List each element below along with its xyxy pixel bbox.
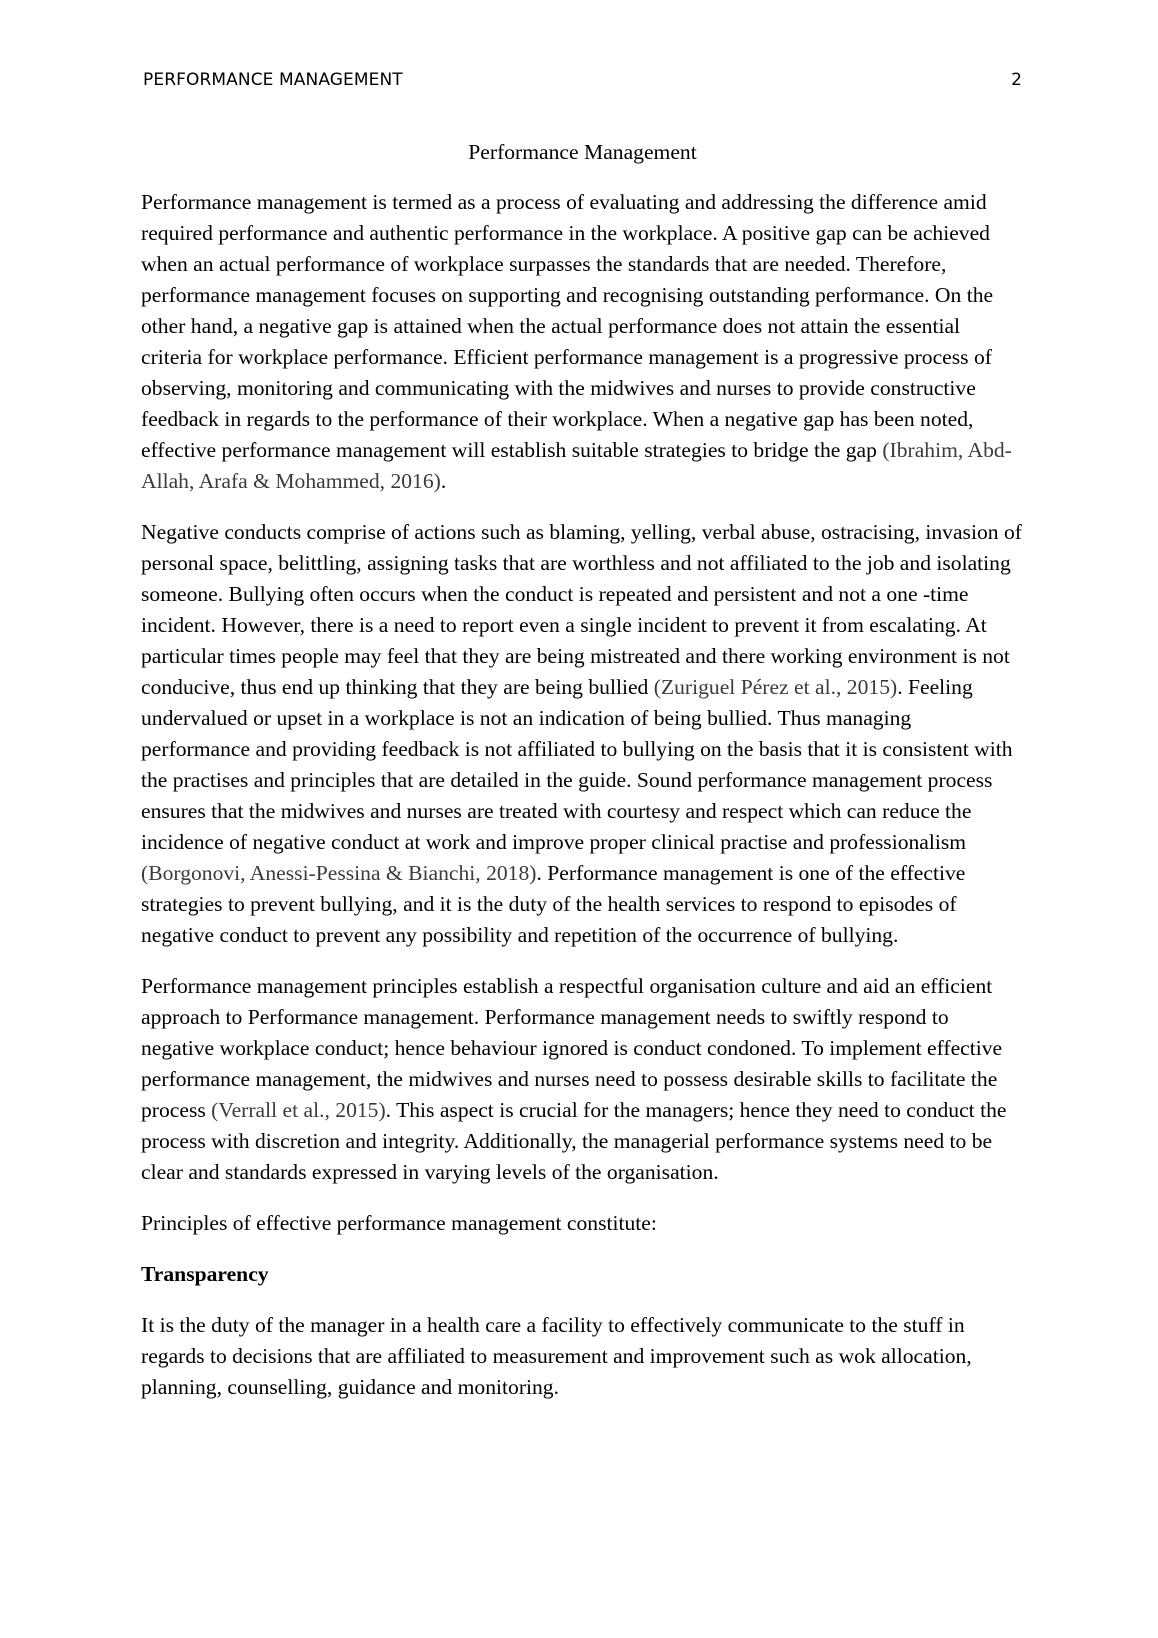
citation-verrall: (Verrall et al., 2015): [211, 1098, 386, 1122]
paragraph-3-text-b: . This aspect is crucial for the managers; hence they need to conduct the process with discretion and integrity. Additionally, the managerial performance systems need to be clear and standards expressed in varying levels of the organisation.: [141, 1098, 1007, 1184]
citation-zuriguel: (Zuriguel Pérez et al., 2015): [653, 675, 898, 699]
paragraph-2-text-b: . Feeling undervalued or upset in a workplace is not an indication of being bullied. Thus managing performance and providing feedback is not affiliated to bullying on the basis that it is consistent with the practises and principles that are detailed in the guide. Sound performance management process ensures that the midwives and nurses are treated with courtesy and respect which can reduce the incidence of negative conduct at work and improve proper clinical practise and professionalism: [141, 675, 1013, 854]
paragraph-1-end: .: [440, 469, 447, 493]
paragraph-3: [141, 971, 1024, 1188]
running-head: PERFORMANCE MANAGEMENT: [143, 70, 403, 90]
paragraph-3-text-a: Performance management principles establish a respectful organisation culture and aid an efficient approach to Performance management. Performance management needs to swiftly respond to negative workplace conduct; hence behaviour ignored is conduct condoned. To implement effective performance management, the midwives and nurses need to possess desirable skills to facilitate the process: [141, 974, 1003, 1122]
document-body: [141, 137, 1024, 1423]
paragraph-2: [141, 517, 1024, 951]
paragraph-4: Principles of effective performance management constitute:: [141, 1211, 657, 1235]
paragraph-2-text-a: Negative conducts comprise of actions such as blaming, yelling, verbal abuse, ostracising, invasion of personal space, belittling, assigning tasks that are worthless and not affiliated to the job and isolating someone. Bullying often occurs when the conduct is repeated and persistent and not a one -time incident. However, there is a need to report even a single incident to prevent it from escalating. At particular times people may feel that they are being mistreated and there working environment is not conducive, thus end up thinking that they are being bullied: [141, 520, 1022, 699]
citation-borgonovi: (Borgonovi, Anessi-Pessina & Bianchi, 2018): [141, 861, 537, 885]
paragraph-2-text-c: . Performance management is one of the effective strategies to prevent bullying, and it is the duty of the health services to respond to episodes of negative conduct to prevent any possibility and repetition of the occurrence of bullying.: [141, 861, 966, 947]
paragraph-1-text: Performance management is termed as a process of evaluating and addressing the difference amid required performance and authentic performance in the workplace. A positive gap can be achieved when an actual performance of workplace surpasses the standards that are needed. Therefore, performance management focuses on supporting and recognising outstanding performance. On the other hand, a negative gap is attained when the actual performance does not attain the essential criteria for workplace performance. Efficient performance management is a progressive process of observing, monitoring and communicating with the midwives and nurses to provide constructive feedback in regards to the performance of their workplace. When a negative gap has been noted, effective performance management will establish suitable strategies to bridge the gap: [141, 190, 994, 462]
document-title: Performance Management: [468, 140, 697, 164]
page-number: 2: [1011, 70, 1022, 90]
paragraph-1: [141, 187, 1024, 497]
heading-transparency: Transparency: [141, 1262, 269, 1286]
citation-ibrahim: (Ibrahim, Abd-Allah, Arafa & Mohammed, 2016): [141, 438, 1012, 493]
paragraph-5: It is the duty of the manager in a health care a facility to effectively communicate to the stuff in regards to decisions that are affiliated to measurement and improvement such as wok allocation, planning, counselling, guidance and monitoring.: [141, 1313, 972, 1399]
